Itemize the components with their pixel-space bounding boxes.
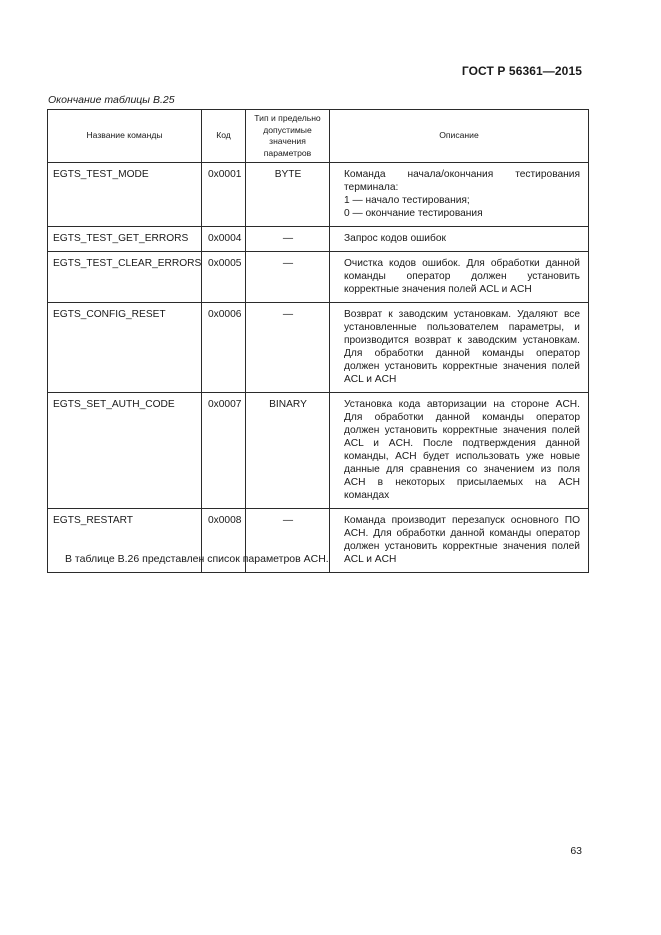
document-standard-header: ГОСТ Р 56361—2015 (461, 64, 582, 78)
command-code: 0x0008 (202, 509, 246, 573)
column-header-description: Описание (330, 110, 589, 163)
command-description: Запрос кодов ошибок (330, 227, 589, 252)
table-header-row (48, 110, 589, 163)
command-type: BYTE (246, 163, 330, 227)
command-name: EGTS_TEST_MODE (48, 163, 202, 227)
page-number: 63 (570, 845, 582, 857)
description-list-item: 1 — начало тестирования; (344, 195, 470, 206)
column-header-name: Название команды (48, 110, 202, 163)
footer-note: В таблице В.26 представлен список параметров ACH. (65, 553, 329, 565)
command-description: Установка кода авторизации на стороне ACH. Для обработки данной команды оператор должен установить корректные значения полей ACL и ACH. После подтверждения данной команды, ACH будет использовать уже новые данные для сравнения со значением из поля ACH в некоторых присылаемых на ACH командах (330, 393, 589, 509)
command-name: EGTS_TEST_CLEAR_ERRORS (48, 252, 202, 303)
table-caption: Окончание таблицы В.25 (48, 94, 175, 106)
command-description: Возврат к заводским установкам. Удаляют все установленные пользователем параметры, и производится возврат к заводским установкам. Для обработки данной команды оператор должен установить корректные значения полей ACL и ACH (330, 303, 589, 393)
command-type: BINARY (246, 393, 330, 509)
command-description (330, 163, 589, 227)
commands-table (47, 109, 589, 573)
table-row (48, 393, 589, 509)
command-name: EGTS_TEST_GET_ERRORS (48, 227, 202, 252)
command-type: — (246, 303, 330, 393)
command-code: 0x0001 (202, 163, 246, 227)
command-code: 0x0007 (202, 393, 246, 509)
command-type: — (246, 252, 330, 303)
table-row (48, 252, 589, 303)
command-code: 0x0005 (202, 252, 246, 303)
description-list-item: 0 — окончание тестирования (344, 208, 483, 219)
table-row (48, 303, 589, 393)
command-type: — (246, 227, 330, 252)
command-code: 0x0004 (202, 227, 246, 252)
command-description: Команда производит перезапуск основного ПО ACH. Для обработки данной команды оператор должен установить корректные значения полей ACL и ACH (330, 509, 589, 573)
column-header-type: Тип и предельно допустимые значения параметров (246, 110, 330, 163)
command-name: EGTS_RESTART (48, 509, 202, 573)
command-name: EGTS_CONFIG_RESET (48, 303, 202, 393)
command-code: 0x0006 (202, 303, 246, 393)
column-header-code: Код (202, 110, 246, 163)
table-row (48, 227, 589, 252)
command-type: — (246, 509, 330, 573)
command-name: EGTS_SET_AUTH_CODE (48, 393, 202, 509)
description-text: Команда начала/окончания тестирования терминала: (344, 169, 580, 193)
table-row (48, 163, 589, 227)
command-description: Очистка кодов ошибок. Для обработки данной команды оператор должен установить корректные значения полей ACL и ACH (330, 252, 589, 303)
